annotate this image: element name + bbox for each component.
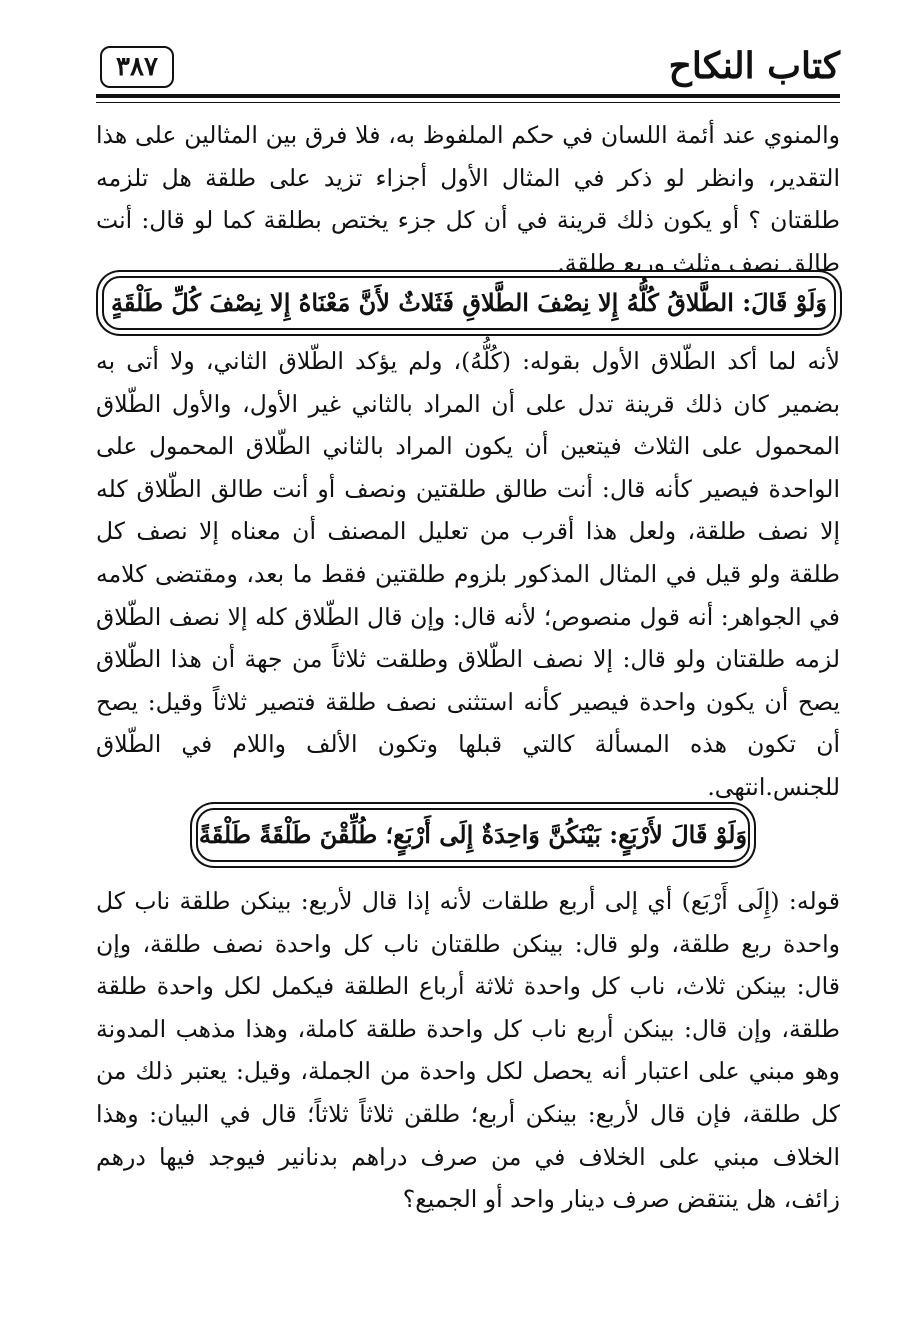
paragraph-3: قوله: (إِلَى أَرْبَع) أي إلى أربع طلقات لأنه إذا قال لأربع: بينكن طلقة ناب كل واحدة ربع طلقة، ولو قال: بينكن طلقتان ناب كل واحدة نصف طلقة، وإن قال: بينكن ثلاث، ناب كل واحدة ثلاثة أرباع الطلقة فيكمل لكل واحدة طلقة طلقة، وإن قال: بينكن أربع ناب كل واحدة طلقة كاملة، وهذا مذهب المدونة وهو مبني على اعتبار أنه يحصل لكل واحدة من الجملة، وقيل: يعتبر ذلك من كل طلقة، فإن قال لأربع: بينكن أربع؛ طلقن ثلاثاً ثلاثاً؛ قال في البيان: وهذا الخلاف مبني على الخلاف في من صرف دراهم بدنانير فيوجد فيها درهم زائف، هل ينتقض صرف دينار واحد أو الجميع؟ [96,887,840,1214]
header-rule [96,94,840,98]
matn-box-2: وَلَوْ قَالَ لأَرْبَعٍ: بَيْنَكُنَّ وَاحِدَةٌ إِلَى أَرْبَعٍ؛ طُلِّقْنَ طَلْقَةً طَلْقَةً [196,808,750,862]
matn-box-1: وَلَوْ قَالَ: الطَّلاقُ كُلُّهُ إِلا نِصْفَ الطَّلاقِ فَثَلاثٌ لأَنَّ مَعْنَاهُ إِلا نِصْفَ كُلِّ طَلْقَةٍ [102,276,836,330]
header-rule-thin [96,102,840,103]
paragraph-2: لأنه لما أكد الطّلاق الأول بقوله: (كُلُّهُ)، ولم يؤكد الطّلاق الثاني، ولا أتى به بضمير كان ذلك قرينة تدل على أن المراد بالثاني غير الأول، والأول الطّلاق المحمول على الثلاث فيتعين أن يكون المراد بالثاني الطّلاق المحمول على الواحدة فيصير كأنه قال: أنت طالق طلقتين ونصف أو أنت طالق الطّلاق كله إلا نصف طلقة، ولعل هذا أقرب من تعليل المصنف أن معناه إلا نصف كل طلقة ولو قيل في المثال المذكور بلزوم طلقتين فقط ما بعد، ومقتضى كلامه في الجواهر: أنه قول منصوص؛ لأنه قال: وإن قال الطّلاق كله إلا نصف الطّلاق لزمه طلقتان ولو قال: إلا نصف الطّلاق وطلقت ثلاثاً من جهة أن هذا الطّلاق يصح أن يكون واحدة فيصير كأنه استثنى نصف طلقة فتصير ثلاثاً وقيل: يصح أن تكون هذه المسألة كالتي قبلها وتكون الألف واللام في الطّلاق للجنس.انتهى. [96,347,840,801]
paragraph-1: والمنوي عند أئمة اللسان في حكم الملفوظ به، فلا فرق بين المثالين على هذا التقدير، وانظر لو ذكر في المثال الأول أجزاء تزيد على طلقة هل تلزمه طلقتان ؟ أو يكون ذلك قرينة في أن كل جزء يختص بطلقة كما لو قال: أنت طالق نصف وثلث وربع طلقة. [96,121,840,277]
page-header [96,40,840,96]
page-number: ٣٨٧ [100,46,174,88]
running-title: كتاب النكاح [668,45,840,87]
